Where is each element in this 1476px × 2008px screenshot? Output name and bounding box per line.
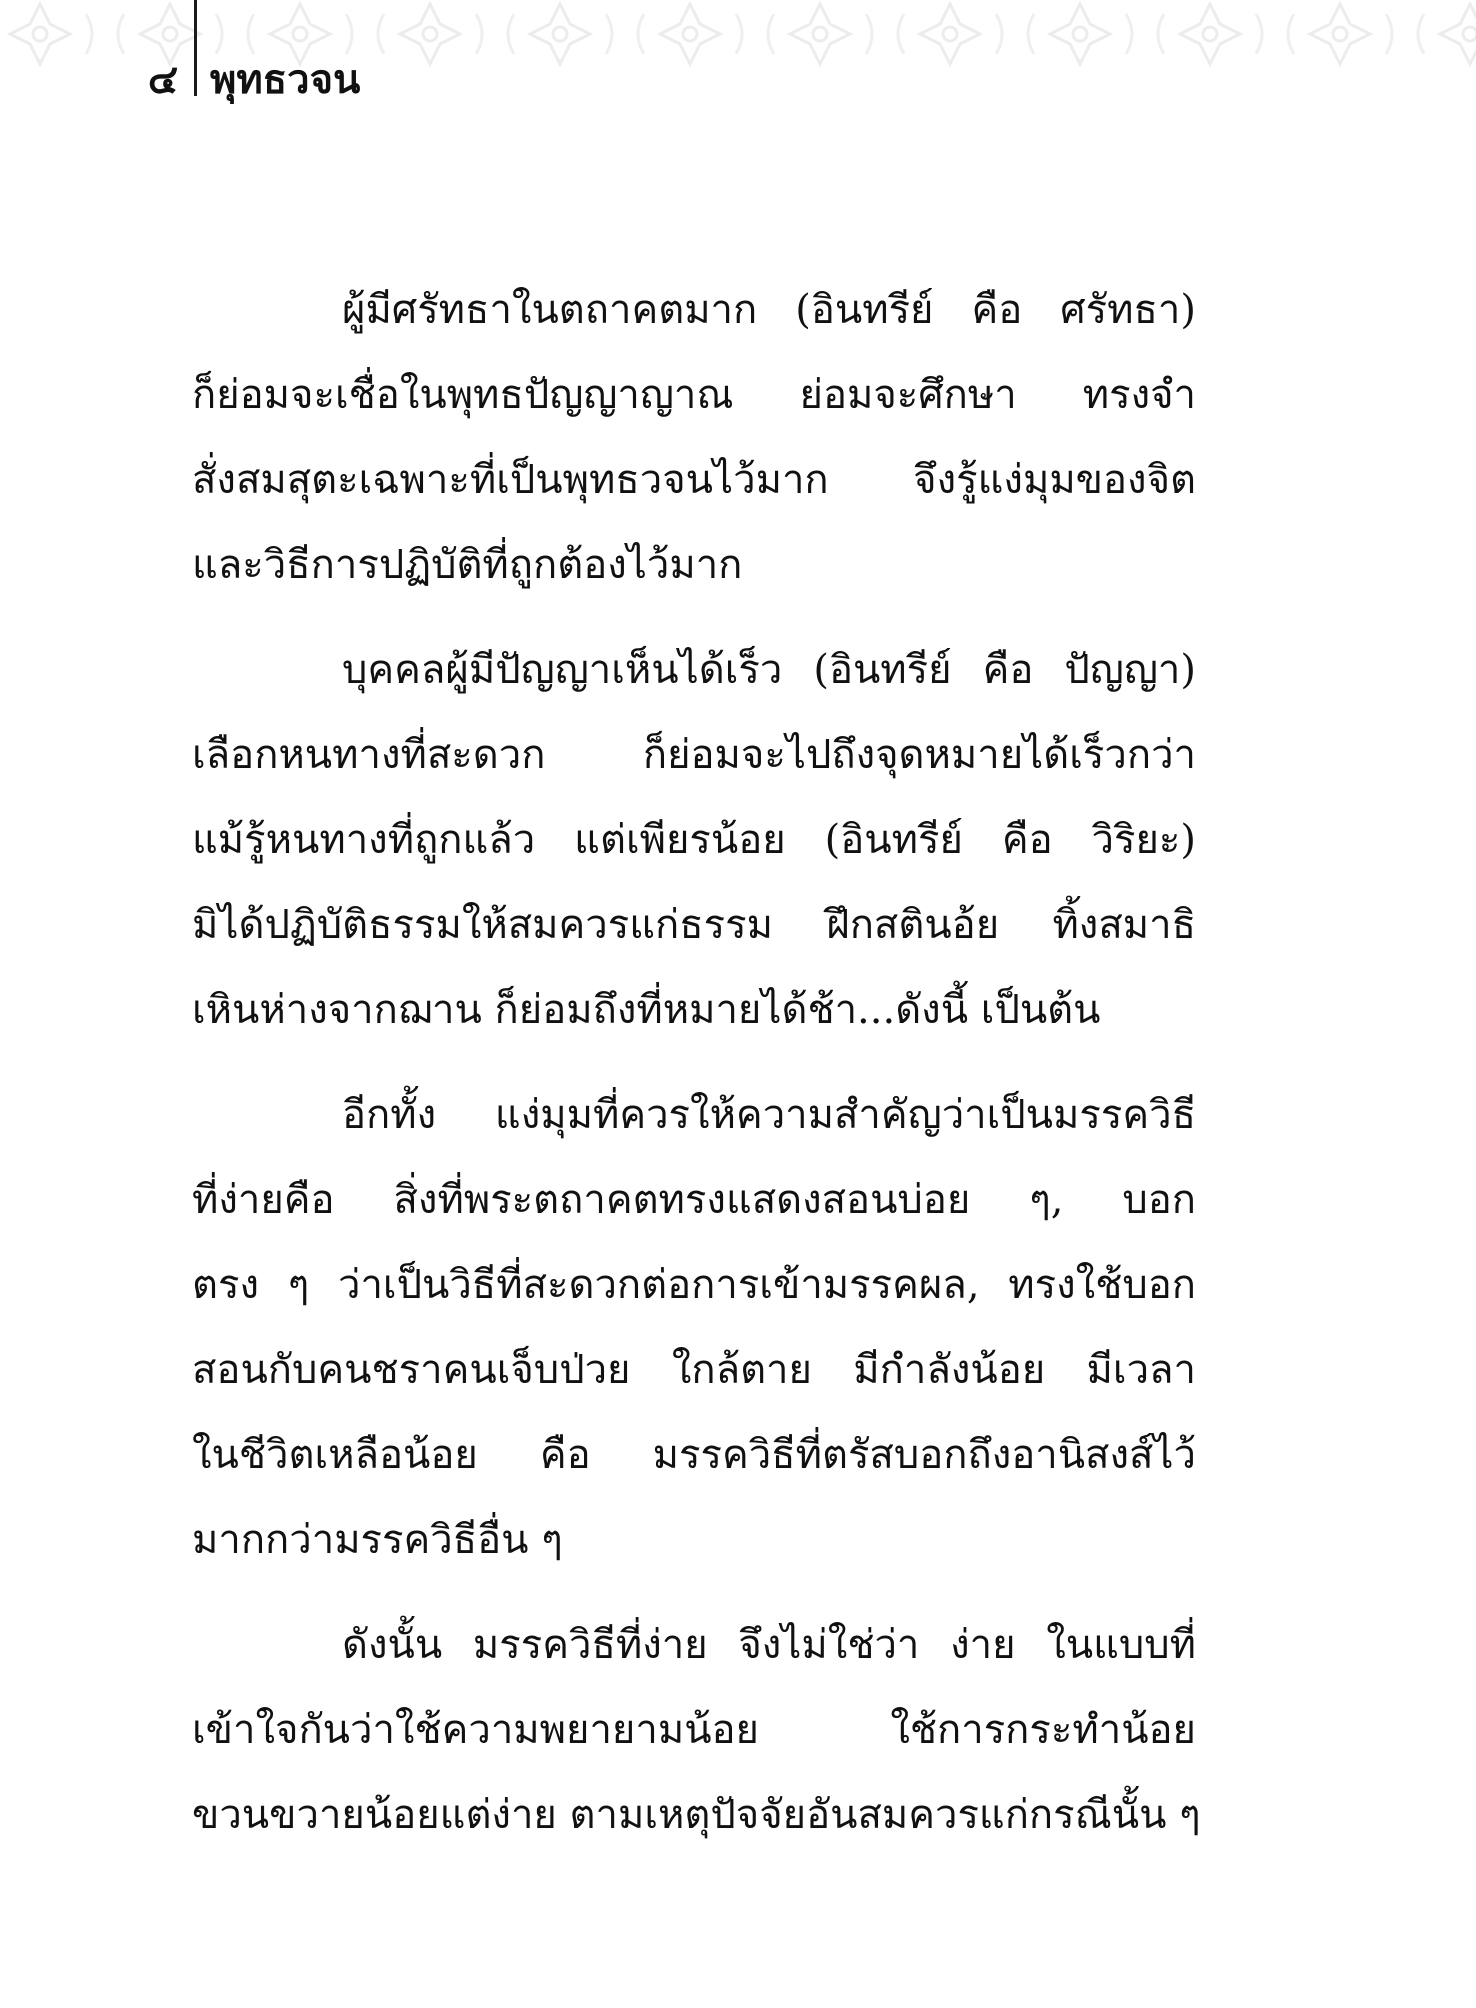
page-number: ๔ [147, 56, 179, 103]
text-line: มากกว่ามรรควิธีอื่น ๆ [192, 1517, 563, 1563]
text-line: เลือกหนทางที่สะดวก ก็ย่อมจะไปถึงจุดหมายได้เร็วกว่า [192, 732, 1196, 778]
text-line: ผู้มีศรัทธาในตถาคตมาก (อินทรีย์ คือ ศรัทธา) [342, 287, 1196, 333]
text-line: อีกทั้ง แง่มุมที่ควรให้ความสำคัญว่าเป็นมรรควิธี [342, 1092, 1196, 1138]
body-text [192, 268, 1201, 1878]
text-line: เหินห่างจากฌาน ก็ย่อมถึงที่หมายได้ช้า...ดังนี้ เป็นต้น [192, 987, 1101, 1033]
text-line: ขวนขวายน้อยแต่ง่าย ตามเหตุปัจจัยอันสมควรแก่กรณีนั้น ๆ [192, 1792, 1201, 1838]
paragraph-1 [192, 268, 1196, 608]
text-line: และวิธีการปฏิบัติที่ถูกต้องไว้มาก [192, 542, 743, 588]
text-line: สอนกับคนชราคนเจ็บป่วย ใกล้ตาย มีกำลังน้อย มีเวลา [192, 1347, 1196, 1393]
text-line: มิได้ปฏิบัติธรรมให้สมควรแก่ธรรม ฝึกสตินอ้ย ทิ้งสมาธิ [192, 902, 1196, 948]
text-line: แม้รู้หนทางที่ถูกแล้ว แต่เพียรน้อย (อินทรีย์ คือ วิริยะ) [192, 817, 1196, 863]
paragraph-3 [192, 1073, 1196, 1583]
paragraph-4 [192, 1603, 1201, 1858]
text-line: สั่งสมสุตะเฉพาะที่เป็นพุทธวจนไว้มาก จึงรู้แง่มุมของจิต [192, 457, 1196, 503]
text-line: ในชีวิตเหลือน้อย คือ มรรควิธีที่ตรัสบอกถึงอานิสงส์ไว้ [192, 1432, 1196, 1478]
text-line: บุคคลผู้มีปัญญาเห็นได้เร็ว (อินทรีย์ คือ ปัญญา) [342, 647, 1196, 693]
text-line: ดังนั้น มรรควิธีที่ง่าย จึงไม่ใช่ว่า ง่าย ในแบบที่ [342, 1622, 1196, 1668]
paragraph-2 [192, 628, 1196, 1053]
text-line: ตรง ๆ ว่าเป็นวิธีที่สะดวกต่อการเข้ามรรคผล, ทรงใช้บอก [192, 1262, 1196, 1308]
text-line: ก็ย่อมจะเชื่อในพุทธปัญญาญาณ ย่อมจะศึกษา ทรงจำ [192, 372, 1196, 418]
text-line: เข้าใจกันว่าใช้ความพยายามน้อย ใช้การกระทำน้อย [192, 1707, 1196, 1753]
text-line: ที่ง่ายคือ สิ่งที่พระตถาคตทรงแสดงสอนบ่อย ๆ, บอก [192, 1177, 1196, 1223]
running-head-title: พุทธวจน [210, 56, 361, 103]
header-divider [194, 0, 197, 96]
